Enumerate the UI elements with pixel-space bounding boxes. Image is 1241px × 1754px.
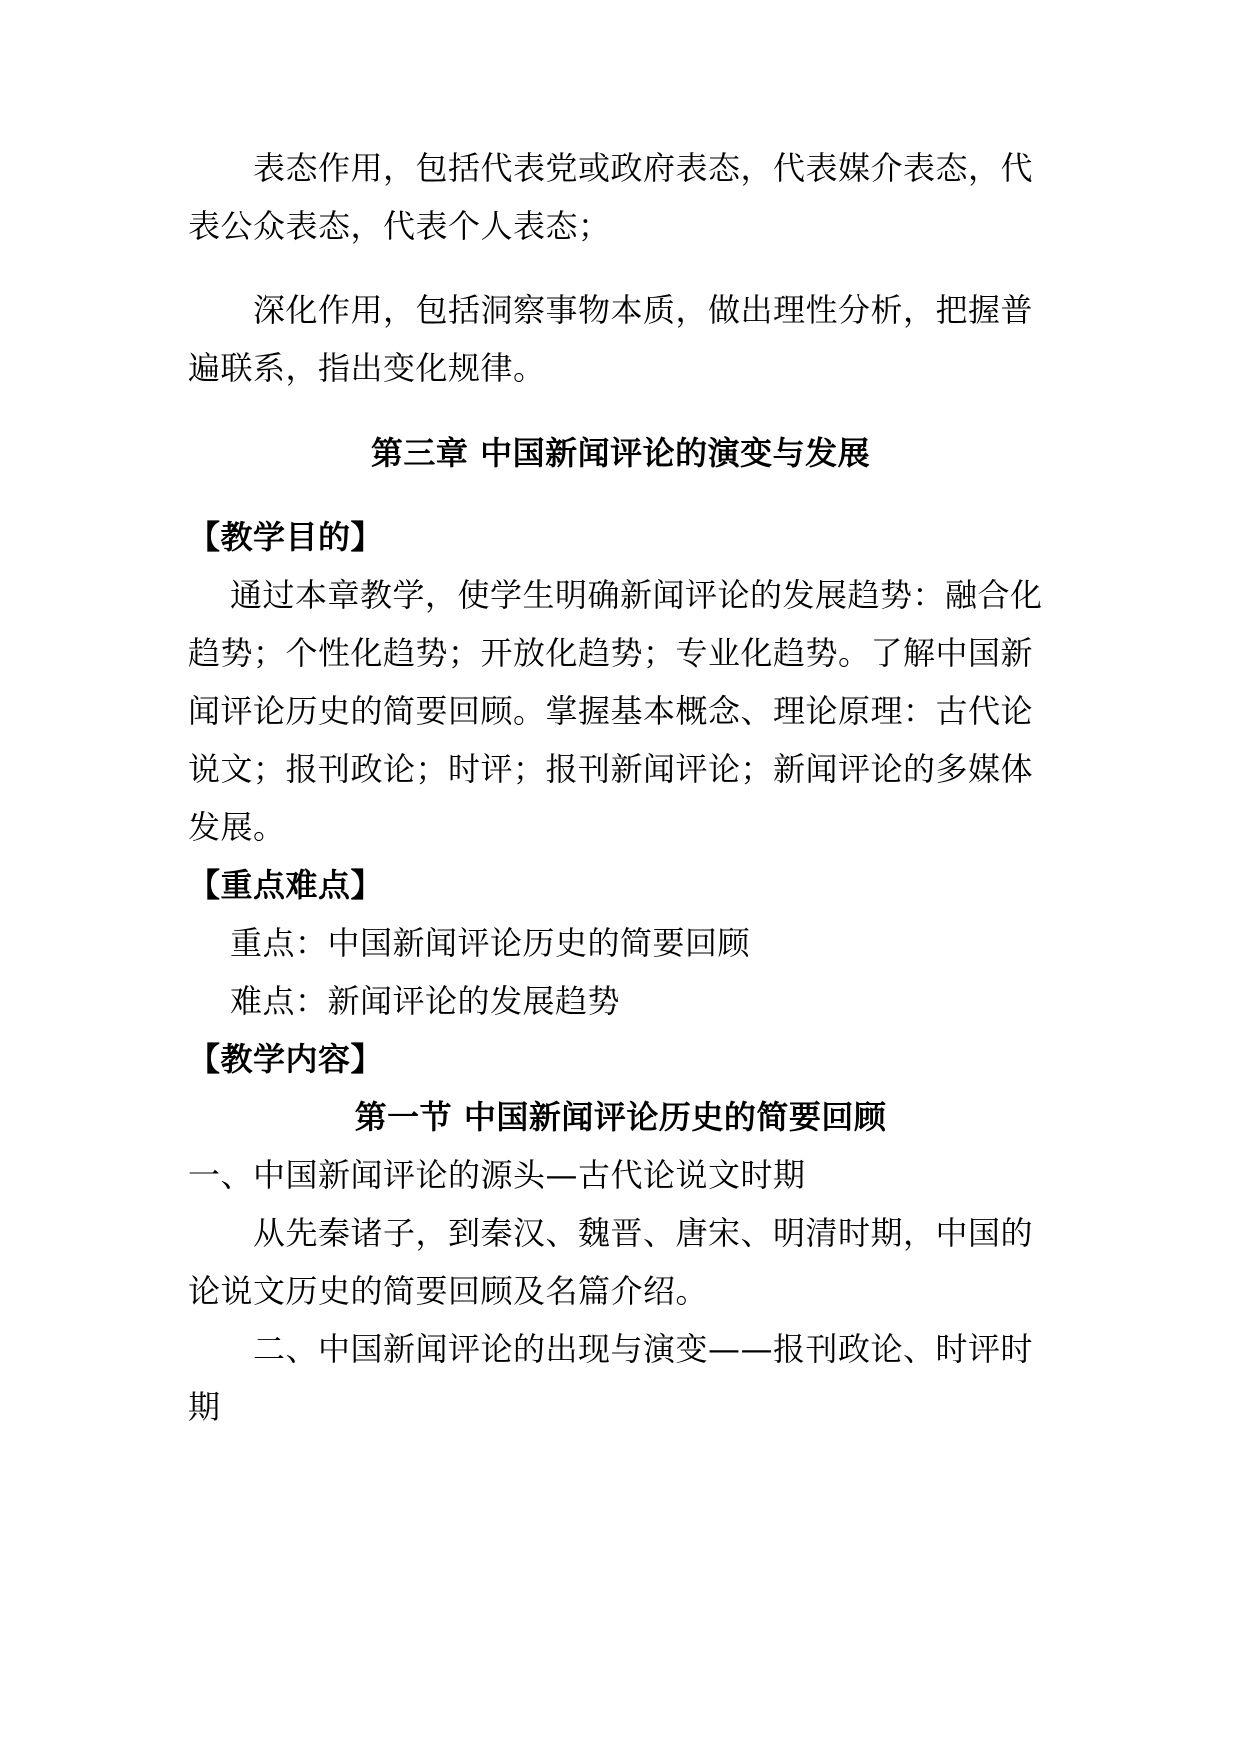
key-points-heading: 【重点难点】 — [188, 866, 384, 904]
paragraph-line: 期 — [188, 1388, 221, 1426]
difficulty-line: 难点：新闻评论的发展趋势 — [230, 982, 621, 1020]
paragraph-line: 说文；报刊政论；时评；报刊新闻评论；新闻评论的多媒体 — [188, 750, 1034, 788]
paragraph-line: 深化作用，包括洞察事物本质，做出理性分析，把握普 — [253, 291, 1034, 329]
focus-line: 重点：中国新闻评论历史的简要回顾 — [230, 924, 751, 962]
paragraph-line: 趋势；个性化趋势；开放化趋势；专业化趋势。了解中国新 — [188, 634, 1034, 672]
teaching-goal-heading: 【教学目的】 — [188, 518, 384, 556]
section-title: 第一节 中国新闻评论历史的简要回顾 — [354, 1098, 887, 1136]
paragraph-line: 论说文历史的简要回顾及名篇介绍。 — [188, 1272, 709, 1310]
teaching-content-heading: 【教学内容】 — [188, 1040, 384, 1078]
list-item: 一、中国新闻评论的源头—古代论说文时期 — [188, 1156, 806, 1194]
paragraph-line: 从先秦诸子，到秦汉、魏晋、唐宋、明清时期，中国的 — [253, 1214, 1034, 1252]
list-item: 二、中国新闻评论的出现与演变——报刊政论、时评时 — [253, 1330, 1034, 1368]
paragraph-line: 通过本章教学，使学生明确新闻评论的发展趋势：融合化 — [230, 576, 1043, 614]
paragraph-line: 表公众表态，代表个人表态； — [188, 207, 611, 245]
paragraph-line: 表态作用，包括代表党或政府表态，代表媒介表态，代 — [253, 149, 1034, 187]
paragraph-line: 闻评论历史的简要回顾。掌握基本概念、理论原理：古代论 — [188, 692, 1034, 730]
chapter-title: 第三章 中国新闻评论的演变与发展 — [370, 434, 871, 472]
paragraph-line: 发展。 — [188, 808, 286, 846]
paragraph-line: 遍联系，指出变化规律。 — [188, 349, 546, 387]
